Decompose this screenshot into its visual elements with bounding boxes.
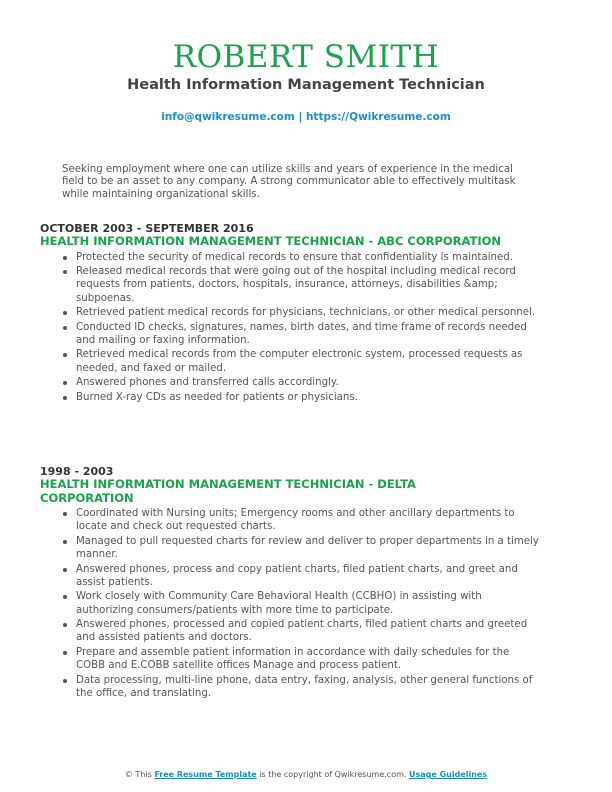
- candidate-name: ROBERT SMITH: [172, 39, 440, 75]
- summary-paragraph: Seeking employment where one can utilize skills and years of experience in the medical field to be an asset to any company. A strong communicator able to effectively multitask while maintaining organizational skills.: [62, 164, 516, 200]
- bullet-item: Managed to pull requested charts for review and deliver to proper departments in a timely manner.: [76, 535, 539, 560]
- footer-prefix: © This: [124, 770, 152, 779]
- bullet-item: Answered phones, processed and copied patient charts, filed patient charts and greeted and assisted patients and doctors.: [76, 618, 540, 644]
- bullet-item: Burned X-ray CDs as needed for patients or physicians.: [76, 391, 540, 404]
- bullet-item: Data processing, multi-line phone, data entry, faxing, analysis, other general functions of the office, and translating.: [76, 674, 540, 700]
- job-bullets: [40, 251, 540, 405]
- job-dates: 1998 - 2003: [40, 465, 114, 478]
- bullet-item: Coordinated with Nursing units; Emergency rooms and other ancillary departments to locate and check out requested charts.: [76, 507, 540, 533]
- bullet-item: Protected the security of medical records to ensure that confidentiality is maintained.: [76, 251, 540, 264]
- candidate-role: Health Information Management Technician: [127, 77, 485, 93]
- bullet-item: Prepare and assemble patient information in accordance with daily schedules for the COBB and E.COBB satellite offices Manage and process patient.: [76, 646, 540, 672]
- bullet-item: Retrieved patient medical records for physicians, technicians, or other medical personnel.: [76, 306, 540, 319]
- bullet-item: Released medical records that were going out of the hospital including medical record requests from patients, doctors, hospitals, insurance, attorneys, disabilities &amp; subpoenas.: [76, 265, 540, 305]
- job-title: HEALTH INFORMATION MANAGEMENT TECHNICIAN - ABC CORPORATION: [40, 234, 502, 248]
- bullet-item: Answered phones and transferred calls accordingly.: [76, 376, 540, 389]
- contact-line[interactable]: info@qwikresume.com | https://Qwikresume.com: [161, 111, 451, 123]
- job-dates: OCTOBER 2003 - SEPTEMBER 2016: [40, 222, 254, 235]
- job-title: HEALTH INFORMATION MANAGEMENT TECHNICIAN - DELTA CORPORATION: [40, 477, 416, 505]
- job-entry-2: [40, 465, 540, 702]
- bullet-item: Answered phones, process and copy patient charts, filed patient charts, and greet and assist patients.: [76, 563, 540, 589]
- job-bullets: [40, 507, 540, 700]
- footer-copyright: [0, 770, 612, 779]
- bullet-item: Work closely with Community Care Behavioral Health (CCBHO) in assisting with authorizing consumers/patients with more time to participate.: [76, 590, 540, 616]
- footer-middle: is the copyright of Qwikresume.com.: [259, 770, 407, 779]
- bullet-item: Conducted ID checks, signatures, names, birth dates, and time frame of records needed and mailing or faxing information.: [76, 321, 540, 347]
- usage-guidelines-link[interactable]: Usage Guidelines: [408, 770, 488, 779]
- job-entry-1: [40, 222, 540, 405]
- bullet-item: Retrieved medical records from the computer electronic system, processed requests as needed, and faxed or mailed.: [76, 348, 540, 374]
- free-resume-template-link[interactable]: Free Resume Template: [154, 770, 257, 779]
